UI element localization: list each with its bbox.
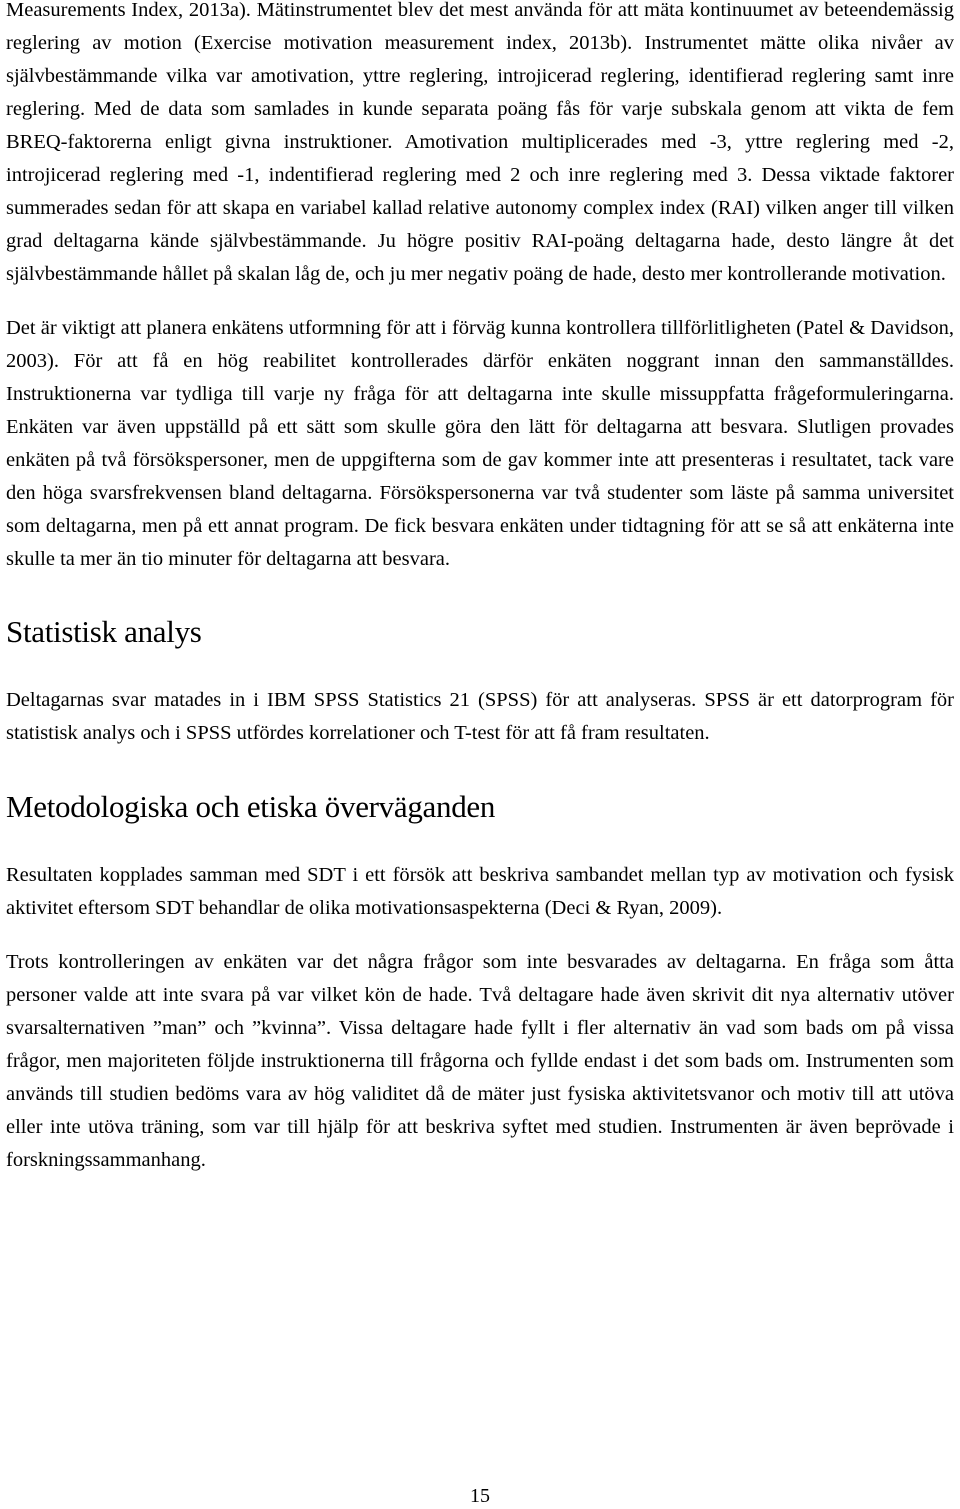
paragraph-reliability: Det är viktigt att planera enkätens utformning för att i förväg kunna kontrollera tillförlitligheten (Patel & Davidson, 2003). För att få en hög reabilitet kontrollerades därför enkäten noggrant innan den sammanställdes. Instruktionerna var tydliga till varje ny fråga för att deltagarna inte skulle missuppfatta frågeformuleringarna. Enkäten var även uppställd på ett sätt som skulle göra den lätt för deltagarna att besvara. Slutligen provades enkäten på två försökspersoner, men de uppgifterna som de gav kommer inte att presenteras i resultatet, tack vare den höga svarsfrekvensen bland deltagarna. Försökspersonerna var två studenter som läste på samma universitet som deltagarna, men på ett annat program. De fick besvara enkäten under tidtagning för att se så att enkäterna inte skulle ta mer än tio minuter för deltagarna att besvara. [6,317,954,570]
heading-methodological-ethical: Metodologiska och etiska överväganden [6,789,496,824]
paragraph-sdt-link: Resultaten kopplades samman med SDT i ett försök att beskriva sambandet mellan typ av motivation och fysisk aktivitet eftersom SDT behandlar de olika motivationsaspekterna (Deci & Ryan, 2009). [6,864,954,919]
page-number: 15 [470,1485,490,1507]
paragraph-breq-measurement: Measurements Index, 2013a). Mätinstrumentet blev det mest använda för att mäta kontinuumet av beteendemässig reglering av motion (Exercise motivation measurement index, 2013b). Instrumentet mätte olika nivåer av självbestämmande vilka var amotivation, yttre reglering, introjicerad reglering, identifierad reglering samt inre reglering. Med de data som samlades in kunde separata poäng fås för varje subskala genom att vikta de fem BREQ-faktorerna enligt givna instruktioner. Amotivation multiplicerades med -3, yttre reglering med -2, introjicerad reglering med -1, indentifierad reglering med 2 och inre reglering med 3. Dessa viktade faktorer summerades sedan för att skapa en variabel kallad relative autonomy complex index (RAI) vilken anger till vilken grad deltagarna kände självbestämmande. Ju högre positiv RAI-poäng deltagarna hade, desto längre åt det självbestämmande hållet på skalan låg de, och ju mer negativ poäng de hade, desto mer kontrollerande motivation. [6,0,954,285]
paragraph-spss: Deltagarnas svar matades in i IBM SPSS Statistics 21 (SPSS) för att analyseras. SPSS är ett datorprogram för statistisk analys och i SPSS utfördes korrelationer och T-test för att få fram resultaten. [6,689,954,744]
document-page [6,0,954,1177]
paragraph-unanswered-questions: Trots kontrolleringen av enkäten var det några frågor som inte besvarades av deltagarna. En fråga som åtta personer valde att inte svara på var vilket kön de hade. Två deltagare hade även skrivit dit nya alternativ utöver svarsalternativen ”man” och ”kvinna”. Vissa deltagare hade fyllt i fler alternativ än vad som bads om på vissa frågor, men majoriteten följde instruktionerna till frågorna och fyllde endast i det som bads om. Instrumenten som används till studien bedöms vara av hög validitet då de mäter just fysiska aktivitetsvanor och motiv till att utöva eller inte utöva träning, som var till hjälp för att beskriva syftet med studien. Instrumenten är även beprövade i forskningssammanhang. [6,951,954,1171]
heading-statistical-analysis: Statistisk analys [6,614,202,649]
